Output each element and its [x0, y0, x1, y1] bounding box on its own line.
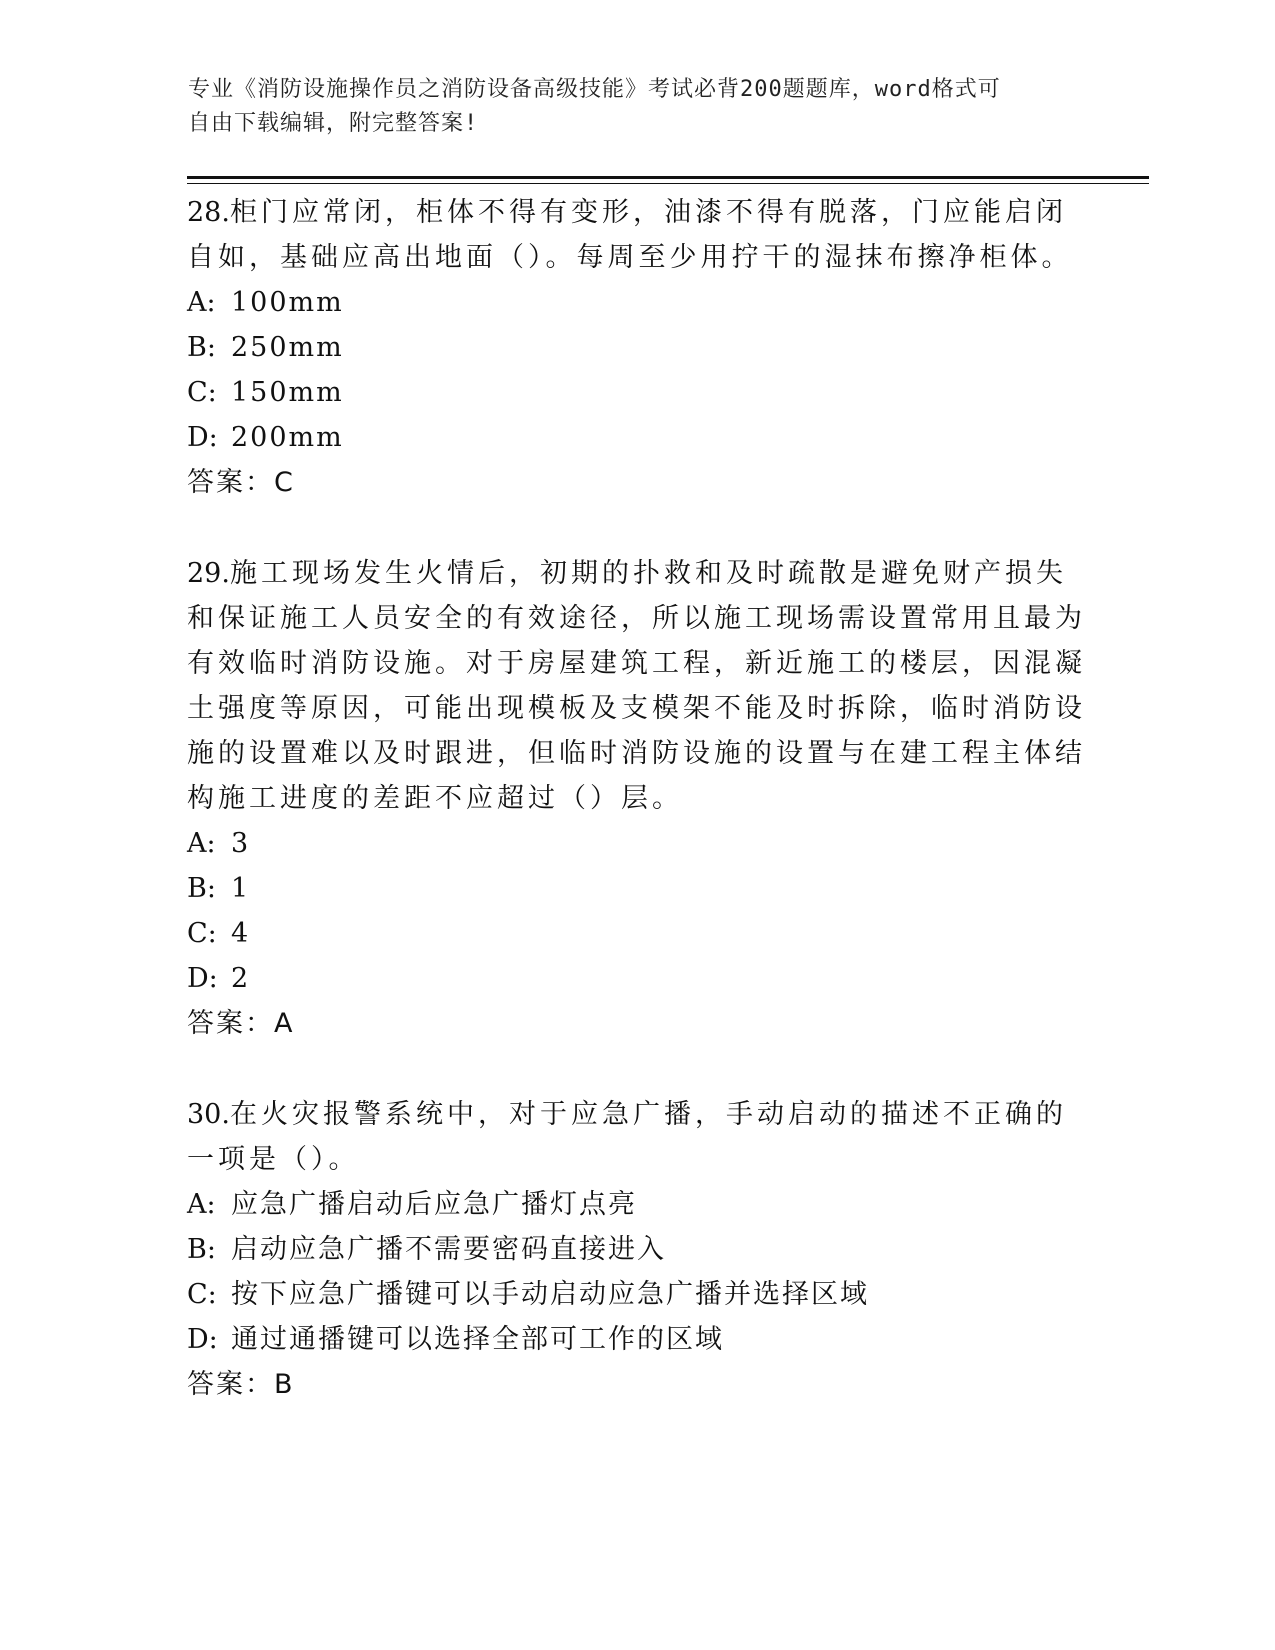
option-d	[187, 956, 1087, 1001]
question-list	[187, 188, 1087, 1407]
option-key: B:	[187, 873, 216, 904]
question-number: 28.	[187, 197, 230, 228]
option-list	[187, 280, 1087, 460]
option-b	[187, 1227, 1087, 1272]
option-key: C:	[187, 918, 217, 949]
option-key: D:	[187, 422, 218, 453]
question-number: 30.	[187, 1099, 230, 1130]
option-c	[187, 1272, 1087, 1317]
option-list	[187, 1182, 1087, 1362]
option-key: A:	[187, 828, 216, 859]
option-text: 4	[231, 918, 251, 949]
answer-value: C	[274, 467, 295, 498]
option-text: 150mm	[231, 377, 344, 408]
header-rule-thick	[187, 176, 1149, 179]
header-rule-thin	[187, 183, 1149, 184]
option-text: 200mm	[231, 422, 344, 453]
question-stem	[187, 1090, 1087, 1182]
question-spacer	[187, 505, 1087, 549]
option-text: 2	[231, 963, 251, 994]
question-30	[187, 1090, 1087, 1407]
answer-label: 答案：	[187, 1008, 274, 1039]
option-text: 启动应急广播不需要密码直接进入	[231, 1234, 666, 1265]
question-text: 在火灾报警系统中，对于应急广播，手动启动的描述不正确的一项是（）。	[187, 1099, 1067, 1175]
option-key: A:	[187, 287, 216, 318]
answer-label: 答案：	[187, 467, 274, 498]
option-key: A:	[187, 1189, 216, 1220]
document-header	[188, 73, 1068, 141]
option-a	[187, 1182, 1087, 1227]
answer-value: A	[274, 1008, 295, 1039]
option-a	[187, 821, 1087, 866]
option-text: 3	[231, 828, 251, 859]
question-text: 柜门应常闭，柜体不得有变形，油漆不得有脱落，门应能启闭自如，基础应高出地面（）。每周至少用拧干的湿抹布擦净柜体。	[187, 197, 1073, 273]
question-text: 施工现场发生火情后，初期的扑救和及时疏散是避免财产损失和保证施工人员安全的有效途径，所以施工现场需设置常用且最为有效临时消防设施。对于房屋建筑工程，新近施工的楼层，因混凝土强度等原因，可能出现模板及支模架不能及时拆除，临时消防设施的设置难以及时跟进，但临时消防设施的设置与在建工程主体结构施工进度的差距不应超过（）层。	[187, 558, 1086, 814]
question-number: 29.	[187, 558, 230, 589]
option-key: B:	[187, 1234, 216, 1265]
answer-value: B	[274, 1369, 295, 1400]
option-d	[187, 415, 1087, 460]
option-list	[187, 821, 1087, 1001]
question-stem	[187, 549, 1087, 821]
option-text: 通过通播键可以选择全部可工作的区域	[231, 1324, 724, 1355]
header-line-2: 自由下载编辑，附完整答案!	[188, 111, 479, 136]
option-key: C:	[187, 377, 217, 408]
option-d	[187, 1317, 1087, 1362]
question-stem	[187, 188, 1087, 280]
answer-label: 答案：	[187, 1369, 274, 1400]
question-28	[187, 188, 1087, 505]
option-c	[187, 370, 1087, 415]
answer-line	[187, 1001, 1087, 1046]
option-key: D:	[187, 963, 218, 994]
question-29	[187, 549, 1087, 1046]
option-key: C:	[187, 1279, 217, 1310]
option-text: 1	[231, 873, 251, 904]
answer-line	[187, 460, 1087, 505]
option-text: 100mm	[231, 287, 344, 318]
option-key: B:	[187, 332, 216, 363]
option-text: 250mm	[231, 332, 344, 363]
answer-line	[187, 1362, 1087, 1407]
option-text: 按下应急广播键可以手动启动应急广播并选择区域	[231, 1279, 869, 1310]
question-spacer	[187, 1046, 1087, 1090]
option-c	[187, 911, 1087, 956]
option-b	[187, 325, 1087, 370]
header-line-1: 专业《消防设施操作员之消防设备高级技能》考试必背200题题库，word格式可	[188, 77, 1001, 102]
option-text: 应急广播启动后应急广播灯点亮	[231, 1189, 637, 1220]
option-a	[187, 280, 1087, 325]
option-b	[187, 866, 1087, 911]
option-key: D:	[187, 1324, 218, 1355]
